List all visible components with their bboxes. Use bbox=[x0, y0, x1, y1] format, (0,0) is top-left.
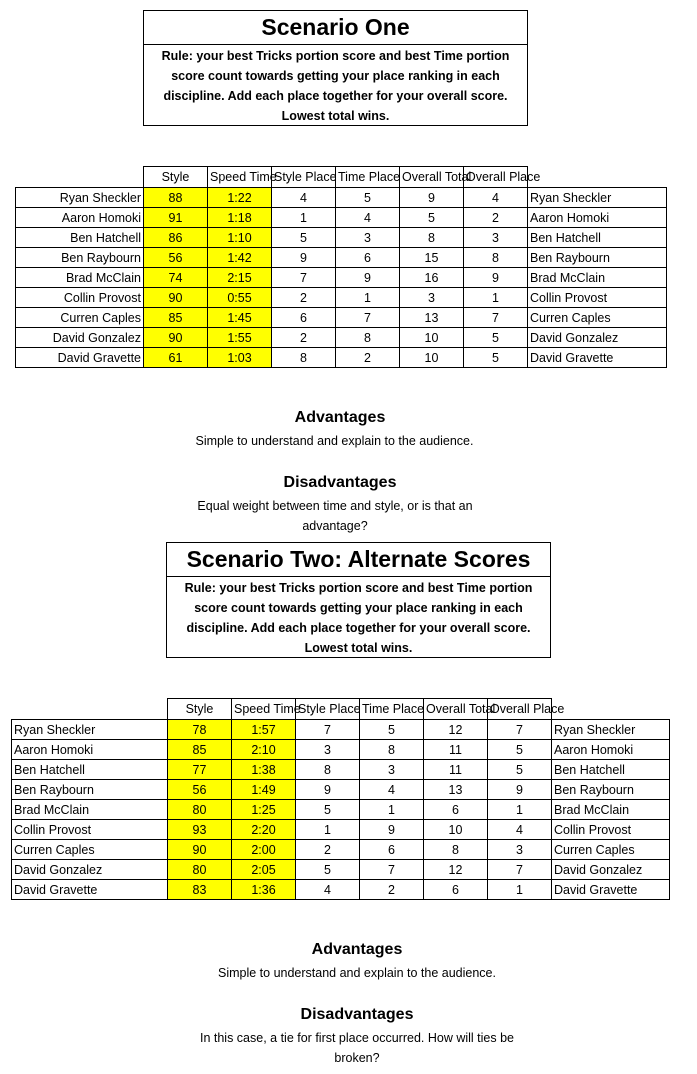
table-row bbox=[12, 780, 670, 800]
table-row bbox=[12, 840, 670, 860]
table-row bbox=[16, 188, 667, 208]
scenario-one-title: Scenario One bbox=[144, 11, 527, 45]
style-score: 80 bbox=[168, 860, 232, 880]
speed-time: 1:55 bbox=[208, 328, 272, 348]
rider-name-repeat: Brad McClain bbox=[528, 268, 667, 288]
style-score: 86 bbox=[144, 228, 208, 248]
overall-total: 12 bbox=[424, 860, 488, 880]
scenario-two-rule: Rule: your best Tricks portion score and best Time portion score count towards getting your place ranking in each discipline. Add each place together for your overall score. Lowest total wins. bbox=[184, 581, 533, 655]
empty-corner-cell bbox=[12, 699, 168, 720]
speed-time: 1:42 bbox=[208, 248, 272, 268]
header-speed-time: Speed Time bbox=[208, 167, 272, 188]
style-score: 90 bbox=[144, 328, 208, 348]
rider-name-repeat: David Gravette bbox=[552, 880, 670, 900]
scenario-one-disadvantages-heading: Disadvantages bbox=[283, 474, 397, 491]
scenario-two-disadvantages-text: In this case, a tie for first place occurred. How will ties be broken? bbox=[199, 1031, 514, 1065]
header-row bbox=[12, 699, 670, 720]
style-score: 56 bbox=[168, 780, 232, 800]
overall-place: 5 bbox=[464, 348, 528, 368]
overall-place: 7 bbox=[488, 720, 552, 740]
overall-place: 7 bbox=[464, 308, 528, 328]
time-place: 7 bbox=[336, 308, 400, 328]
overall-place: 9 bbox=[488, 780, 552, 800]
time-place: 9 bbox=[360, 820, 424, 840]
overall-place: 1 bbox=[488, 880, 552, 900]
style-place: 5 bbox=[296, 860, 360, 880]
rider-name-repeat: Brad McClain bbox=[552, 800, 670, 820]
rider-name-repeat: Ben Raybourn bbox=[552, 780, 670, 800]
scenario-one-disadvantages-text: Equal weight between time and style, or is that an advantage? bbox=[197, 499, 473, 533]
table-row bbox=[16, 208, 667, 228]
overall-total: 5 bbox=[400, 208, 464, 228]
speed-time: 0:55 bbox=[208, 288, 272, 308]
table-row bbox=[12, 800, 670, 820]
speed-time: 1:57 bbox=[232, 720, 296, 740]
time-place: 6 bbox=[360, 840, 424, 860]
time-place: 9 bbox=[336, 268, 400, 288]
rider-name-repeat: David Gravette bbox=[528, 348, 667, 368]
overall-place: 1 bbox=[488, 800, 552, 820]
speed-time: 1:10 bbox=[208, 228, 272, 248]
style-place: 8 bbox=[272, 348, 336, 368]
speed-time: 1:36 bbox=[232, 880, 296, 900]
overall-total: 15 bbox=[400, 248, 464, 268]
overall-total: 13 bbox=[400, 308, 464, 328]
table-row bbox=[16, 348, 667, 368]
style-place: 8 bbox=[296, 760, 360, 780]
time-place: 3 bbox=[336, 228, 400, 248]
style-score: 90 bbox=[168, 840, 232, 860]
rider-name-repeat: Curren Caples bbox=[552, 840, 670, 860]
overall-place: 4 bbox=[488, 820, 552, 840]
speed-time: 1:38 bbox=[232, 760, 296, 780]
table-row bbox=[16, 268, 667, 288]
rider-name-repeat: Aaron Homoki bbox=[552, 740, 670, 760]
style-place: 9 bbox=[296, 780, 360, 800]
style-place: 5 bbox=[296, 800, 360, 820]
rider-name-repeat: Ryan Sheckler bbox=[528, 188, 667, 208]
rider-name: David Gonzalez bbox=[12, 860, 168, 880]
overall-place: 5 bbox=[488, 740, 552, 760]
overall-total: 10 bbox=[400, 328, 464, 348]
speed-time: 1:18 bbox=[208, 208, 272, 228]
style-score: 85 bbox=[168, 740, 232, 760]
style-place: 2 bbox=[272, 288, 336, 308]
header-speed-time: Speed Time bbox=[232, 699, 296, 720]
speed-time: 2:05 bbox=[232, 860, 296, 880]
rider-name: Curren Caples bbox=[16, 308, 144, 328]
header-time-place: Time Place bbox=[360, 699, 424, 720]
rider-name-repeat: David Gonzalez bbox=[552, 860, 670, 880]
header-overall-total: Overall Total bbox=[424, 699, 488, 720]
table-row bbox=[12, 860, 670, 880]
speed-time: 2:00 bbox=[232, 840, 296, 860]
rider-name: Brad McClain bbox=[16, 268, 144, 288]
rider-name-repeat: Ben Hatchell bbox=[552, 760, 670, 780]
table-row bbox=[12, 740, 670, 760]
style-place: 7 bbox=[272, 268, 336, 288]
overall-total: 6 bbox=[424, 800, 488, 820]
overall-total: 10 bbox=[424, 820, 488, 840]
overall-total: 8 bbox=[424, 840, 488, 860]
style-place: 1 bbox=[272, 208, 336, 228]
rider-name-repeat: Curren Caples bbox=[528, 308, 667, 328]
scenario-two-advantages-text: Simple to understand and explain to the audience. bbox=[218, 966, 496, 980]
overall-place: 9 bbox=[464, 268, 528, 288]
time-place: 2 bbox=[336, 348, 400, 368]
style-score: 93 bbox=[168, 820, 232, 840]
rider-name: Brad McClain bbox=[12, 800, 168, 820]
time-place: 8 bbox=[360, 740, 424, 760]
overall-place: 2 bbox=[464, 208, 528, 228]
rider-name-repeat: Ben Raybourn bbox=[528, 248, 667, 268]
rider-name: Ryan Sheckler bbox=[16, 188, 144, 208]
style-score: 78 bbox=[168, 720, 232, 740]
empty-corner-cell bbox=[16, 167, 144, 188]
style-score: 80 bbox=[168, 800, 232, 820]
scenario-one-advantages-heading: Advantages bbox=[294, 409, 386, 426]
overall-place: 3 bbox=[464, 228, 528, 248]
style-score: 74 bbox=[144, 268, 208, 288]
rider-name: Ben Raybourn bbox=[12, 780, 168, 800]
time-place: 5 bbox=[360, 720, 424, 740]
style-place: 6 bbox=[272, 308, 336, 328]
scenario-two-advantages-heading: Advantages bbox=[311, 941, 403, 958]
header-style: Style bbox=[168, 699, 232, 720]
overall-place: 4 bbox=[464, 188, 528, 208]
rider-name-repeat: Collin Provost bbox=[552, 820, 670, 840]
scenario-two-table bbox=[11, 698, 670, 900]
style-score: 56 bbox=[144, 248, 208, 268]
overall-total: 11 bbox=[424, 760, 488, 780]
rider-name: Collin Provost bbox=[16, 288, 144, 308]
overall-total: 11 bbox=[424, 740, 488, 760]
header-overall-total: Overall Total bbox=[400, 167, 464, 188]
rider-name: Collin Provost bbox=[12, 820, 168, 840]
time-place: 1 bbox=[360, 800, 424, 820]
style-place: 7 bbox=[296, 720, 360, 740]
style-place: 4 bbox=[272, 188, 336, 208]
header-style-place: Style Place bbox=[272, 167, 336, 188]
time-place: 4 bbox=[336, 208, 400, 228]
scenario-one-box bbox=[143, 10, 528, 126]
table-row bbox=[12, 880, 670, 900]
table-row bbox=[16, 228, 667, 248]
speed-time: 1:03 bbox=[208, 348, 272, 368]
speed-time: 2:20 bbox=[232, 820, 296, 840]
overall-place: 5 bbox=[464, 328, 528, 348]
table-row bbox=[12, 760, 670, 780]
rider-name: Aaron Homoki bbox=[16, 208, 144, 228]
style-place: 2 bbox=[296, 840, 360, 860]
rider-name: Ben Raybourn bbox=[16, 248, 144, 268]
header-overall-place: Overall Place bbox=[488, 699, 552, 720]
style-score: 88 bbox=[144, 188, 208, 208]
scenario-one-advantages-text: Simple to understand and explain to the audience. bbox=[195, 434, 474, 448]
rider-name: Ryan Sheckler bbox=[12, 720, 168, 740]
scenario-two-title: Scenario Two: Alternate Scores bbox=[167, 543, 550, 577]
header-time-place: Time Place bbox=[336, 167, 400, 188]
time-place: 4 bbox=[360, 780, 424, 800]
rider-name-repeat: David Gonzalez bbox=[528, 328, 667, 348]
style-place: 2 bbox=[272, 328, 336, 348]
speed-time: 1:45 bbox=[208, 308, 272, 328]
time-place: 7 bbox=[360, 860, 424, 880]
scenario-two-box bbox=[166, 542, 551, 658]
overall-total: 13 bbox=[424, 780, 488, 800]
table-row bbox=[16, 248, 667, 268]
overall-place: 1 bbox=[464, 288, 528, 308]
overall-total: 8 bbox=[400, 228, 464, 248]
overall-total: 10 bbox=[400, 348, 464, 368]
rider-name: Curren Caples bbox=[12, 840, 168, 860]
overall-place: 7 bbox=[488, 860, 552, 880]
speed-time: 1:49 bbox=[232, 780, 296, 800]
rider-name: Ben Hatchell bbox=[12, 760, 168, 780]
rider-name: David Gonzalez bbox=[16, 328, 144, 348]
rider-name-repeat: Ben Hatchell bbox=[528, 228, 667, 248]
style-place: 1 bbox=[296, 820, 360, 840]
speed-time: 2:10 bbox=[232, 740, 296, 760]
overall-total: 16 bbox=[400, 268, 464, 288]
style-score: 90 bbox=[144, 288, 208, 308]
scenario-one-table bbox=[15, 166, 667, 368]
style-place: 9 bbox=[272, 248, 336, 268]
style-place: 4 bbox=[296, 880, 360, 900]
style-place: 3 bbox=[296, 740, 360, 760]
overall-place: 3 bbox=[488, 840, 552, 860]
overall-total: 6 bbox=[424, 880, 488, 900]
time-place: 6 bbox=[336, 248, 400, 268]
table-row bbox=[12, 820, 670, 840]
speed-time: 2:15 bbox=[208, 268, 272, 288]
style-score: 77 bbox=[168, 760, 232, 780]
style-place: 5 bbox=[272, 228, 336, 248]
rider-name: David Gravette bbox=[16, 348, 144, 368]
overall-total: 9 bbox=[400, 188, 464, 208]
header-overall-place: Overall Place bbox=[464, 167, 528, 188]
table-row bbox=[16, 288, 667, 308]
header-style: Style bbox=[144, 167, 208, 188]
overall-place: 5 bbox=[488, 760, 552, 780]
table-row bbox=[16, 328, 667, 348]
time-place: 5 bbox=[336, 188, 400, 208]
overall-place: 8 bbox=[464, 248, 528, 268]
rider-name-repeat: Aaron Homoki bbox=[528, 208, 667, 228]
table-row bbox=[16, 308, 667, 328]
rider-name-repeat: Ryan Sheckler bbox=[552, 720, 670, 740]
time-place: 8 bbox=[336, 328, 400, 348]
rider-name: Aaron Homoki bbox=[12, 740, 168, 760]
style-score: 61 bbox=[144, 348, 208, 368]
empty-corner-cell bbox=[552, 699, 670, 720]
rider-name-repeat: Collin Provost bbox=[528, 288, 667, 308]
style-score: 85 bbox=[144, 308, 208, 328]
rider-name: Ben Hatchell bbox=[16, 228, 144, 248]
time-place: 3 bbox=[360, 760, 424, 780]
scenario-one-rule: Rule: your best Tricks portion score and best Time portion score count towards getting your place ranking in each discipline. Add each place together for your overall score. Lowest total wins. bbox=[161, 49, 510, 123]
scenario-two-disadvantages-heading: Disadvantages bbox=[300, 1006, 414, 1023]
empty-corner-cell bbox=[528, 167, 667, 188]
table-row bbox=[12, 720, 670, 740]
header-row bbox=[16, 167, 667, 188]
style-score: 83 bbox=[168, 880, 232, 900]
header-style-place: Style Place bbox=[296, 699, 360, 720]
speed-time: 1:25 bbox=[232, 800, 296, 820]
time-place: 1 bbox=[336, 288, 400, 308]
style-score: 91 bbox=[144, 208, 208, 228]
rider-name: David Gravette bbox=[12, 880, 168, 900]
time-place: 2 bbox=[360, 880, 424, 900]
overall-total: 3 bbox=[400, 288, 464, 308]
speed-time: 1:22 bbox=[208, 188, 272, 208]
overall-total: 12 bbox=[424, 720, 488, 740]
